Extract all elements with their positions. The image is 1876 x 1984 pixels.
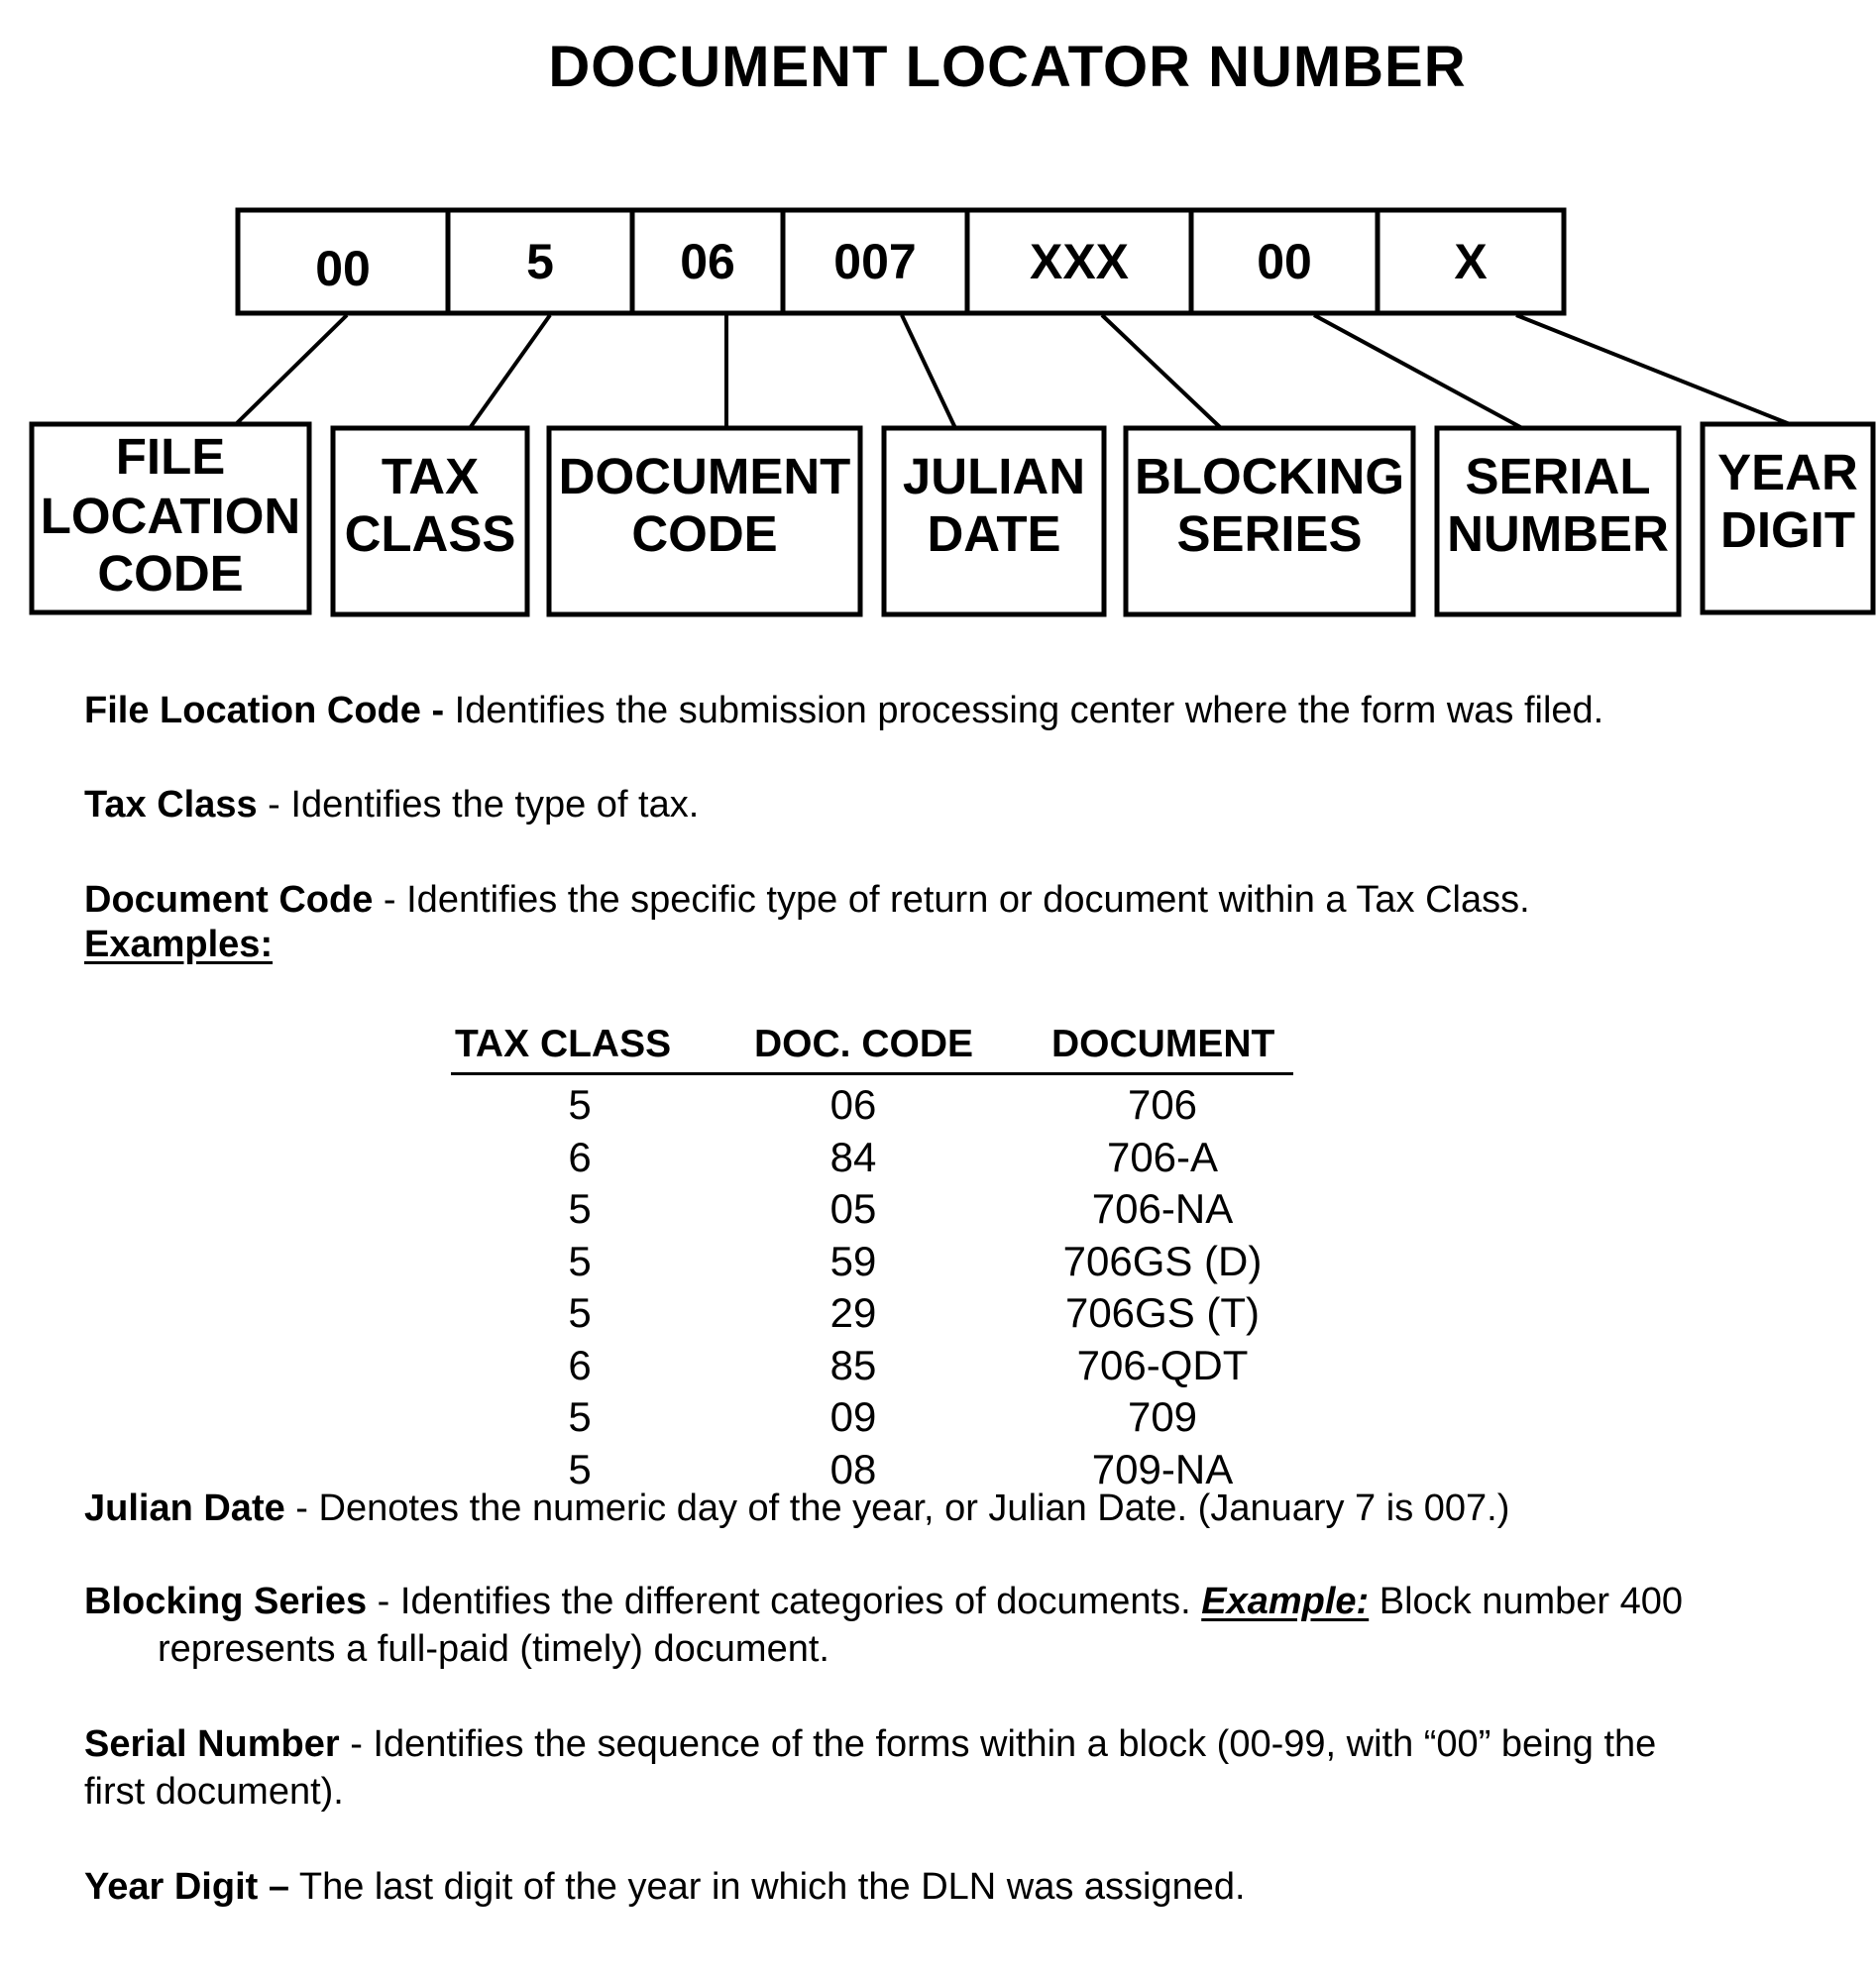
definition-text-after: Block number 400 (1369, 1581, 1684, 1622)
dln-connector-line (1102, 315, 1221, 428)
field-label-line: YEAR (1717, 444, 1858, 500)
definition-text: - Denotes the numeric day of the year, or Julian Date. (January 7 is 007.) (284, 1488, 1510, 1529)
definition-tax-class (84, 781, 1848, 828)
definition-continuation: first document). (84, 1771, 344, 1813)
cell-document: 706-QDT (1076, 1341, 1249, 1388)
definition-term: Tax Class (84, 784, 258, 826)
cell-tax-class: 5 (568, 1081, 592, 1128)
field-label-line: BLOCKING (1135, 448, 1404, 504)
definition-term: Julian Date (84, 1488, 285, 1529)
definition-text: - Identifies the different categories of documents. (367, 1581, 1202, 1622)
cell-document: 706-A (1106, 1133, 1219, 1180)
examples-table (451, 1021, 1293, 1491)
cell-tax-class: 5 (568, 1393, 592, 1440)
cell-document: 706GS (T) (1064, 1289, 1261, 1336)
dln-connector-line (1516, 315, 1790, 424)
field-label-line: FILE (115, 428, 226, 485)
cell-document: 709 (1127, 1393, 1198, 1440)
cell-doc-code: 08 (829, 1445, 877, 1492)
definition-serial-number (84, 1720, 1848, 1816)
cell-tax-class: 5 (568, 1237, 592, 1284)
field-label-line: CODE (631, 505, 778, 562)
table-row (451, 1128, 1293, 1180)
cell-document: 706 (1127, 1081, 1198, 1128)
dln-segment-value: 06 (680, 234, 735, 289)
field-label-line: JULIAN (902, 448, 1086, 504)
example-label: Example: (1201, 1581, 1370, 1622)
dln-connector-line (236, 315, 347, 424)
definition-document-code (84, 876, 1848, 924)
cell-tax-class: 5 (568, 1445, 592, 1492)
table-row (451, 1283, 1293, 1336)
definition-term: Year Digit – (84, 1866, 289, 1908)
cell-doc-code: 85 (829, 1341, 877, 1388)
table-row (451, 1387, 1293, 1440)
definition-text: The last digit of the year in which the DLN was assigned. (288, 1866, 1246, 1908)
dln-segment-value: X (1454, 234, 1488, 289)
table-row (451, 1232, 1293, 1284)
dln-connector-line (902, 315, 955, 428)
definition-file-location-code (84, 687, 1848, 734)
examples-label: Examples: (84, 924, 274, 965)
dln-diagram (0, 0, 1876, 634)
definition-text: - Identifies the sequence of the forms within a block (00-99, with “00” being the (339, 1723, 1657, 1765)
cell-tax-class: 6 (568, 1341, 592, 1388)
cell-doc-code: 84 (829, 1133, 877, 1180)
field-label-line: CODE (97, 545, 244, 602)
definition-term: Blocking Series (84, 1581, 368, 1622)
field-label-line: DOCUMENT (558, 448, 851, 504)
cell-document: 706GS (D) (1062, 1237, 1263, 1284)
definition-text: - Identifies the type of tax. (257, 784, 700, 826)
definition-text: - Identifies the specific type of return or document within a Tax Class. (373, 879, 1530, 921)
page-title: DOCUMENT LOCATOR NUMBER (548, 35, 1467, 99)
cell-document: 706-NA (1091, 1185, 1234, 1232)
header-document: DOCUMENT (1051, 1023, 1275, 1065)
cell-doc-code: 59 (829, 1237, 877, 1284)
dln-segment-value: XXX (1029, 234, 1130, 289)
definition-term: Serial Number (84, 1723, 340, 1765)
dln-segment-value: 5 (526, 234, 554, 289)
field-label-line: DIGIT (1720, 501, 1855, 558)
cell-tax-class: 5 (568, 1289, 592, 1336)
field-label-line: LOCATION (40, 488, 301, 544)
definition-year-digit (84, 1863, 1848, 1911)
definition-continuation: represents a full-paid (timely) document. (158, 1628, 829, 1670)
table-row (451, 1336, 1293, 1388)
header-tax-class: TAX CLASS (455, 1023, 672, 1065)
dln-segment-value: 00 (315, 241, 371, 296)
field-label-line: DATE (927, 505, 1061, 562)
cell-doc-code: 06 (829, 1081, 877, 1128)
dln-segment-value: 007 (833, 234, 917, 289)
cell-doc-code: 29 (829, 1289, 877, 1336)
cell-document: 709-NA (1091, 1445, 1234, 1492)
dln-connector-line (470, 315, 550, 428)
table-row (451, 1075, 1293, 1128)
definition-term: File Location Code - (84, 690, 445, 731)
definition-text: Identifies the submission processing center where the form was filed. (444, 690, 1604, 731)
cell-doc-code: 09 (829, 1393, 877, 1440)
cell-tax-class: 5 (568, 1185, 592, 1232)
field-label-line: NUMBER (1447, 505, 1669, 562)
field-label-line: SERIES (1176, 505, 1363, 562)
header-doc-code: DOC. CODE (754, 1023, 974, 1065)
examples-table-header (451, 1021, 1293, 1075)
cell-doc-code: 05 (829, 1185, 877, 1232)
dln-segment-value: 00 (1257, 234, 1312, 289)
definition-term: Document Code (84, 879, 374, 921)
table-row (451, 1179, 1293, 1232)
definition-blocking-series (84, 1578, 1848, 1673)
cell-tax-class: 6 (568, 1133, 592, 1180)
field-label-line: TAX (381, 448, 480, 504)
field-label-line: CLASS (344, 505, 516, 562)
dln-connector-line (1314, 315, 1522, 428)
examples-table-body (451, 1075, 1293, 1491)
definition-julian-date (84, 1485, 1848, 1532)
field-label-line: SERIAL (1465, 448, 1651, 504)
